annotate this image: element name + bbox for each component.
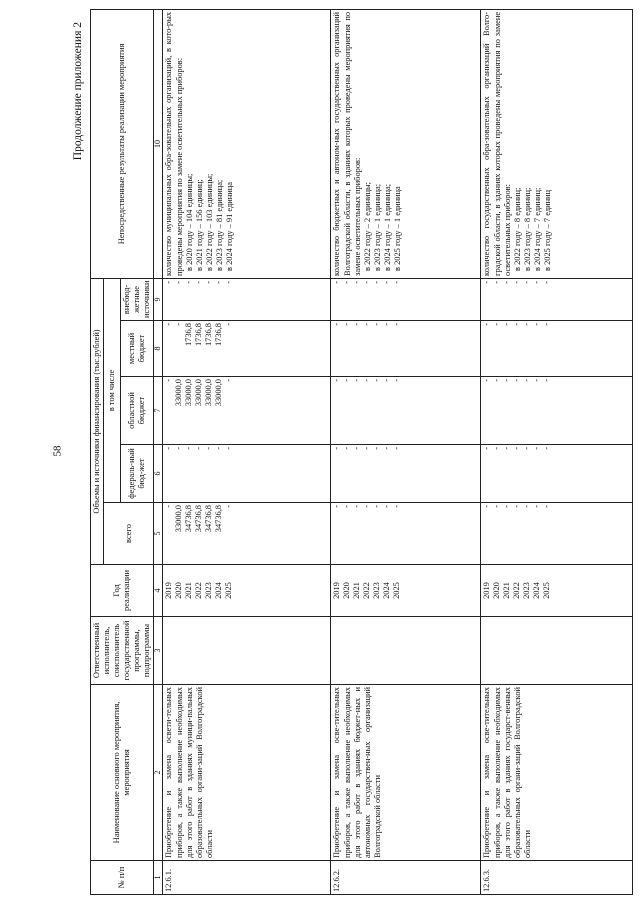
extra-value: -	[372, 280, 382, 284]
header-financing: Объемы и источники финансирования (тыс.рублей)	[91, 278, 104, 564]
result-cell	[163, 9, 331, 278]
extra-cell	[331, 278, 481, 320]
regional-value: -	[382, 379, 392, 382]
federal-value: -	[194, 447, 204, 450]
header-total: всего	[104, 503, 154, 565]
regional-value: 33000,0	[184, 379, 194, 407]
year-value: 2019	[164, 582, 174, 599]
regional-value: -	[392, 379, 402, 382]
result-line: в 2024 году – 7 единиц;	[532, 187, 542, 271]
regional-value: -	[362, 379, 372, 382]
total-value: 34736,8	[214, 505, 224, 533]
year-value: 2019	[332, 582, 342, 599]
federal-value: -	[532, 447, 542, 450]
total-value: 33000,0	[174, 505, 184, 533]
federal-value: -	[372, 447, 382, 450]
federal-value: -	[482, 447, 492, 450]
event-name	[331, 685, 481, 861]
regional-value: -	[492, 379, 502, 382]
result-line: в 2025 году – 1 единица	[392, 186, 402, 271]
total-value: -	[342, 505, 352, 508]
extra-value: -	[502, 280, 512, 284]
total-value: -	[164, 505, 174, 508]
federal-value: -	[542, 447, 552, 450]
column-index: 8	[154, 321, 163, 377]
year-value: 2020	[174, 582, 184, 599]
year-value: 2021	[184, 582, 194, 599]
years-cell	[163, 565, 331, 617]
year-value: 2020	[492, 582, 502, 599]
row-number	[163, 861, 331, 895]
header-responsible: Ответственный исполнитель, соисполнитель государственной программы, подпрограммы	[91, 617, 154, 685]
result-line: в 2024 году – 91 единица	[224, 182, 234, 271]
local-value: -	[512, 323, 522, 326]
regional-value: -	[224, 379, 234, 382]
year-value: 2023	[522, 582, 532, 599]
extra-value: -	[164, 280, 174, 284]
local-value: -	[362, 323, 372, 326]
extra-value: -	[214, 280, 224, 284]
event-name-text: Приобретение и замена осве-тительных приборов, а также выполнение необходимых для этого работ в зданиях государст-венных образовательных органи-заций Волгоградской области	[482, 687, 532, 858]
column-index: 2	[154, 685, 163, 861]
total-cell	[481, 503, 633, 565]
total-value: -	[362, 505, 372, 508]
year-value: 2025	[392, 582, 402, 599]
local-value: 1736,8	[204, 323, 214, 347]
result-line: в 2022 году – 2 единицы;	[362, 182, 372, 271]
federal-value: -	[502, 447, 512, 450]
local-value: -	[164, 323, 174, 326]
row-number-text: 12.6.2.	[332, 868, 342, 892]
federal-value: -	[512, 447, 522, 450]
federal-value: -	[362, 447, 372, 450]
federal-value: -	[522, 447, 532, 450]
extra-value: -	[382, 280, 392, 284]
year-value: 2024	[382, 582, 392, 599]
table-row	[481, 9, 633, 894]
local-value: -	[392, 323, 402, 326]
federal-cell	[331, 445, 481, 503]
federal-value: -	[204, 447, 214, 450]
local-value: -	[352, 323, 362, 326]
local-value: 1736,8	[184, 323, 194, 347]
federal-value: -	[214, 447, 224, 450]
regional-value: 33000,0	[194, 379, 204, 407]
extra-value: -	[392, 280, 402, 284]
year-value: 2024	[214, 582, 224, 599]
federal-value: -	[224, 447, 234, 450]
regional-value: -	[482, 379, 492, 382]
year-value: 2022	[512, 582, 522, 599]
total-cell	[163, 503, 331, 565]
extra-value: -	[512, 280, 522, 284]
result-line: в 2023 году – 81 единица;	[214, 179, 224, 271]
local-value: -	[482, 323, 492, 326]
local-cell	[163, 321, 331, 377]
local-cell	[481, 321, 633, 377]
extra-value: -	[342, 280, 352, 284]
local-cell	[331, 321, 481, 377]
regional-cell	[163, 377, 331, 445]
header-row	[91, 9, 104, 894]
regional-value: -	[502, 379, 512, 382]
extra-cell	[481, 278, 633, 320]
result-line: в 2025 году – 7 единиц	[542, 189, 552, 271]
extra-value: -	[204, 280, 214, 284]
federal-value: -	[184, 447, 194, 450]
local-value: -	[492, 323, 502, 326]
result-line: в 2022 году – 8 единиц;	[512, 187, 522, 271]
row-number-text: 12.6.3.	[482, 868, 492, 892]
extra-value: -	[362, 280, 372, 284]
year-value: 2025	[542, 582, 552, 599]
local-value: 1736,8	[194, 323, 204, 347]
total-value: -	[482, 505, 492, 508]
regional-value: -	[542, 379, 552, 382]
total-value: -	[492, 505, 502, 508]
extra-value: -	[482, 280, 492, 284]
total-cell	[331, 503, 481, 565]
header-number: № п/п	[91, 861, 154, 895]
total-value: -	[224, 505, 234, 508]
year-value: 2021	[502, 582, 512, 599]
result-text: количество муниципальных обра-зовательных организаций, в кото-рых проведены мероприятия по замене осветительных приборов:	[164, 11, 184, 276]
local-value: -	[332, 323, 342, 326]
total-value: -	[352, 505, 362, 508]
responsible-executor	[163, 617, 331, 685]
extra-value: -	[542, 280, 552, 284]
continuation-heading: Продолжение приложения 2	[72, 22, 84, 161]
year-value: 2020	[342, 582, 352, 599]
regional-value: -	[372, 379, 382, 382]
extra-value: -	[492, 280, 502, 284]
extra-value: -	[522, 280, 532, 284]
regional-value: 33000,0	[204, 379, 214, 407]
total-value: -	[392, 505, 402, 508]
total-value: -	[332, 505, 342, 508]
regional-value: -	[532, 379, 542, 382]
event-name	[481, 685, 633, 861]
page-number: 58	[51, 445, 64, 457]
regional-cell	[331, 377, 481, 445]
event-name-text: Приобретение и замена освети-тельных приборов, а также выполнение необходимых для этого работ в зданиях муници-пальных образовательных органи-заций Волгоградской области	[164, 687, 214, 858]
extra-value: -	[174, 280, 184, 284]
regional-value: -	[512, 379, 522, 382]
result-cell	[331, 9, 481, 278]
extra-value: -	[352, 280, 362, 284]
column-index: 1	[154, 861, 163, 895]
local-value: -	[372, 323, 382, 326]
federal-value: -	[174, 447, 184, 450]
total-value: -	[512, 505, 522, 508]
federal-value: -	[164, 447, 174, 450]
total-value: 34736,8	[184, 505, 194, 533]
years-cell	[481, 565, 633, 617]
row-number	[331, 861, 481, 895]
local-value: -	[174, 323, 184, 326]
result-line: в 2020 году – 104 единицы;	[184, 173, 194, 271]
header-including: в том числе	[104, 278, 121, 502]
header-regional: областной бюджет	[121, 377, 154, 445]
table-row	[163, 9, 331, 894]
federal-value: -	[382, 447, 392, 450]
federal-value: -	[352, 447, 362, 450]
total-value: -	[382, 505, 392, 508]
table-row	[331, 9, 481, 894]
local-value: -	[502, 323, 512, 326]
result-text: количество государственных обра-зовательных организаций Волго-градской области, в зданиях которых проведены мероприятия по замене осветительных приборов:	[482, 11, 512, 276]
years-cell	[331, 565, 481, 617]
column-index: 6	[154, 445, 163, 503]
federal-value: -	[492, 447, 502, 450]
header-results: Непосредственные результаты реализации мероприятия	[91, 9, 154, 278]
local-value: -	[224, 323, 234, 326]
column-index: 10	[154, 9, 163, 278]
result-line: в 2023 году – 8 единиц;	[522, 187, 532, 271]
regional-value: -	[164, 379, 174, 382]
total-value: -	[502, 505, 512, 508]
column-index: 3	[154, 617, 163, 685]
local-value: -	[522, 323, 532, 326]
event-name	[163, 685, 331, 861]
total-value: -	[372, 505, 382, 508]
total-value: 34736,8	[194, 505, 204, 533]
regional-cell	[481, 377, 633, 445]
year-value: 2021	[352, 582, 362, 599]
result-text: количество бюджетных и автоном-ных государственных организаций Волгоградской области, в зданиях которых проведены мероприятия по замене осветительных приборов:	[332, 11, 362, 276]
local-value: -	[532, 323, 542, 326]
result-line: в 2021 году – 156 единиц;	[194, 179, 204, 271]
header-local: местный бюджет	[121, 321, 154, 377]
total-value: 34736,8	[204, 505, 214, 533]
result-line: в 2024 году – 1 единица;	[382, 183, 392, 271]
year-value: 2022	[362, 582, 372, 599]
row-number-text: 12.6.1.	[164, 868, 174, 892]
year-value: 2024	[532, 582, 542, 599]
year-value: 2023	[372, 582, 382, 599]
extra-cell	[163, 278, 331, 320]
local-value: 1736,8	[214, 323, 224, 347]
column-index-row	[154, 9, 163, 894]
federal-value: -	[332, 447, 342, 450]
local-value: -	[382, 323, 392, 326]
year-value: 2022	[194, 582, 204, 599]
year-value: 2019	[482, 582, 492, 599]
regional-value: -	[342, 379, 352, 382]
regional-value: 33000,0	[214, 379, 224, 407]
column-index: 4	[154, 565, 163, 617]
result-line: в 2023 году – 1 единица;	[372, 183, 382, 271]
result-cell	[481, 9, 633, 278]
total-value: -	[542, 505, 552, 508]
header-year: Год реализации	[91, 565, 154, 617]
federal-cell	[481, 445, 633, 503]
regional-value: 33000,0	[174, 379, 184, 407]
extra-value: -	[184, 280, 194, 284]
column-index: 5	[154, 503, 163, 565]
column-index: 7	[154, 377, 163, 445]
regional-value: -	[352, 379, 362, 382]
header-extra: внебюд-жетные источники	[121, 278, 154, 320]
federal-value: -	[342, 447, 352, 450]
responsible-executor	[331, 617, 481, 685]
extra-value: -	[532, 280, 542, 284]
regional-value: -	[332, 379, 342, 382]
extra-value: -	[332, 280, 342, 284]
event-name-text: Приобретение и замена осве-тительных приборов, а также выполнение необходимых для этого работ в зданиях бюджет-ных и автономных государствен-ных организаций Волгоградской области	[332, 687, 382, 858]
extra-value: -	[224, 280, 234, 284]
local-value: -	[342, 323, 352, 326]
local-value: -	[542, 323, 552, 326]
financing-table	[90, 9, 633, 895]
header-federal: федераль-ный бюд-жет	[121, 445, 154, 503]
column-index: 9	[154, 278, 163, 320]
federal-cell	[163, 445, 331, 503]
extra-value: -	[194, 280, 204, 284]
regional-value: -	[522, 379, 532, 382]
total-value: -	[532, 505, 542, 508]
header-event-name: Наименование основного мероприятия, мероприятия	[91, 685, 154, 861]
total-value: -	[522, 505, 532, 508]
row-number	[481, 861, 633, 895]
federal-value: -	[392, 447, 402, 450]
responsible-executor	[481, 617, 633, 685]
year-value: 2025	[224, 582, 234, 599]
result-line: в 2022 году – 103 единицы;	[204, 173, 214, 271]
year-value: 2023	[204, 582, 214, 599]
